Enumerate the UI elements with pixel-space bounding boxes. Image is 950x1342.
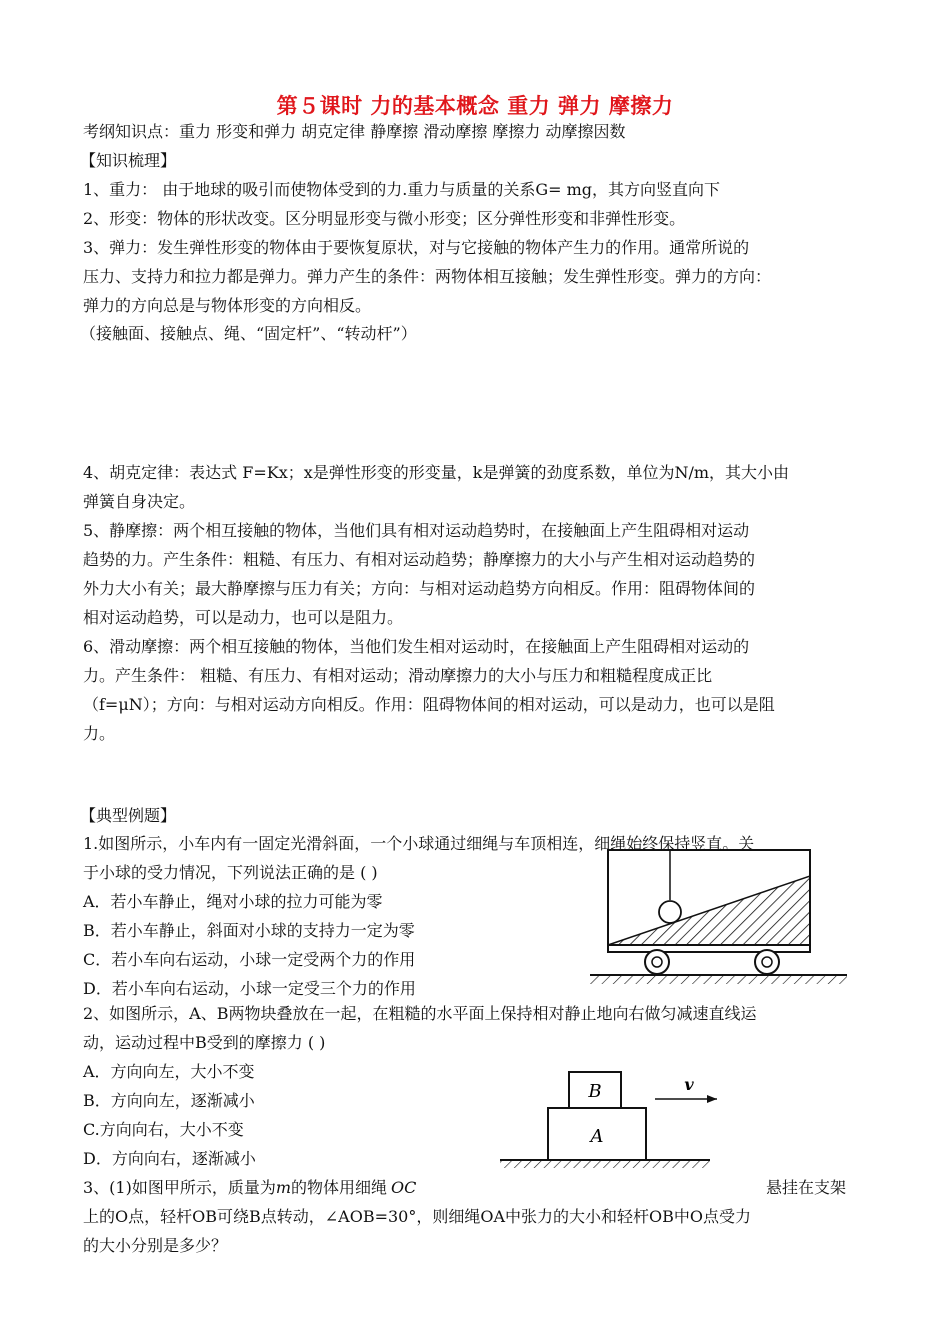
knowledge-hooke-line: 弹簧自身决定。 [83,492,196,511]
question-3-stem: 上的O点，轻杆OB可绕B点转动，∠AOB=30°，则细绳OA中张力的大小和轻杆OB中O点受力 [83,1207,752,1226]
question-2-option-b: B．方向向左，逐渐减小 [83,1091,255,1110]
question-1-option-c: C．若小车向右运动，小球一定受两个力的作用 [83,950,416,969]
knowledge-sliding-friction-line: 力。产生条件： 粗糙、有压力、有相对运动；滑动摩擦力的大小与压力和粗糙程度成正比 [83,666,713,685]
knowledge-elastic-force-note: （接触面、接触点、绳、“固定杆”、“转动杆”） [80,324,417,343]
question-1-stem: 1.如图所示，小车内有一固定光滑斜面，一个小球通过细绳与车顶相连，细绳始终保持竖直。关 [83,834,755,853]
knowledge-static-friction-line: 外力大小有关；最大静摩擦与压力有关；方向：与相对运动趋势方向相反。作用：阻碍物体间的 [83,579,756,598]
figure-stacked-blocks [495,1068,715,1178]
question-1-option-d: D．若小车向右运动，小球一定受三个力的作用 [83,979,416,998]
question-1-stem: 于小球的受力情况，下列说法正确的是 ( ) [83,863,378,882]
mass-symbol: m [275,1178,292,1197]
knowledge-elastic-force-line: 弹力的方向总是与物体形变的方向相反。 [83,296,372,315]
knowledge-elastic-force-line: 压力、支持力和拉力都是弹力。弹力产生的条件：两物体相互接触；发生弹性形变。弹力的方向： [83,267,772,286]
knowledge-static-friction-line: 5、静摩擦：两个相互接触的物体，当他们具有相对运动趋势时，在接触面上产生阻碍相对运动 [83,521,750,540]
question-2-stem: 动，运动过程中B受到的摩擦力 ( ) [83,1033,326,1052]
ball [659,901,681,923]
knowledge-sliding-friction-line: 6、滑动摩擦：两个相互接触的物体，当他们发生相对运动时，在接触面上产生阻碍相对运动的 [83,637,750,656]
block-a-label: A [590,1126,604,1147]
section-heading-examples: 【典型例题】 [80,806,177,825]
page-title: 第５课时 力的基本概念 重力 弹力 摩擦力 [276,94,674,118]
knowledge-static-friction-line: 相对运动趋势，可以是动力，也可以是阻力。 [83,608,404,627]
question-3-stem: 的大小分别是多少？ [83,1236,228,1255]
knowledge-gravity: 1、重力： 由于地球的吸引而使物体受到的力.重力与质量的关系G= mg，其方向竖直向下 [83,180,721,199]
knowledge-hooke-line: 4、胡克定律：表达式 F=Kx；x是弹性形变的形变量，k是弹簧的劲度系数，单位为N/m，其大小由 [83,463,790,482]
question-3-stem-right: 悬挂在支架 [766,1178,847,1197]
knowledge-sliding-friction-line: （f=μN）；方向：与相对运动方向相反。作用：阻碍物体间的相对运动，可以是动力，也可以是阻 [83,695,775,714]
question-1-option-b: B．若小车静止，斜面对小球的支持力一定为零 [83,921,415,940]
block-b-label: B [588,1081,602,1102]
question-2-stem: 2、如图所示，A、B两物块叠放在一起，在粗糙的水平面上保持相对静止地向右做匀减速直线运 [83,1004,757,1023]
rope-oc-symbol: OC [391,1178,417,1197]
incline-wedge [608,876,810,945]
knowledge-elastic-force-line: 3、弹力：发生弹性形变的物体由于要恢复原状，对与它接触的物体产生力的作用。通常所说的 [83,238,750,257]
syllabus-points: 考纲知识点：重力 形变和弹力 胡克定律 静摩擦 滑动摩擦 摩擦力 动摩擦因数 [83,122,626,141]
question-1-option-a: A．若小车静止，绳对小球的拉力可能为零 [83,892,383,911]
knowledge-deformation: 2、形变：物体的形状改变。区分明显形变与微小形变；区分弹性形变和非弹性形变。 [83,209,686,228]
section-heading-review: 【知识梳理】 [80,151,177,170]
knowledge-static-friction-line: 趋势的力。产生条件：粗糙、有压力、有相对运动趋势；静摩擦力的大小与产生相对运动趋势的 [83,550,756,569]
knowledge-sliding-friction-line: 力。 [83,724,116,743]
question-2-option-c: C.方向向右，大小不变 [83,1120,244,1139]
velocity-label: v [684,1075,694,1094]
figure-cart-incline [585,842,855,992]
question-3-stem: 3、(1)如图甲所示，质量为m的物体用细绳 OC [83,1178,417,1197]
question-2-option-d: D．方向向右，逐渐减小 [83,1149,256,1168]
question-2-option-a: A．方向向左，大小不变 [83,1062,255,1081]
